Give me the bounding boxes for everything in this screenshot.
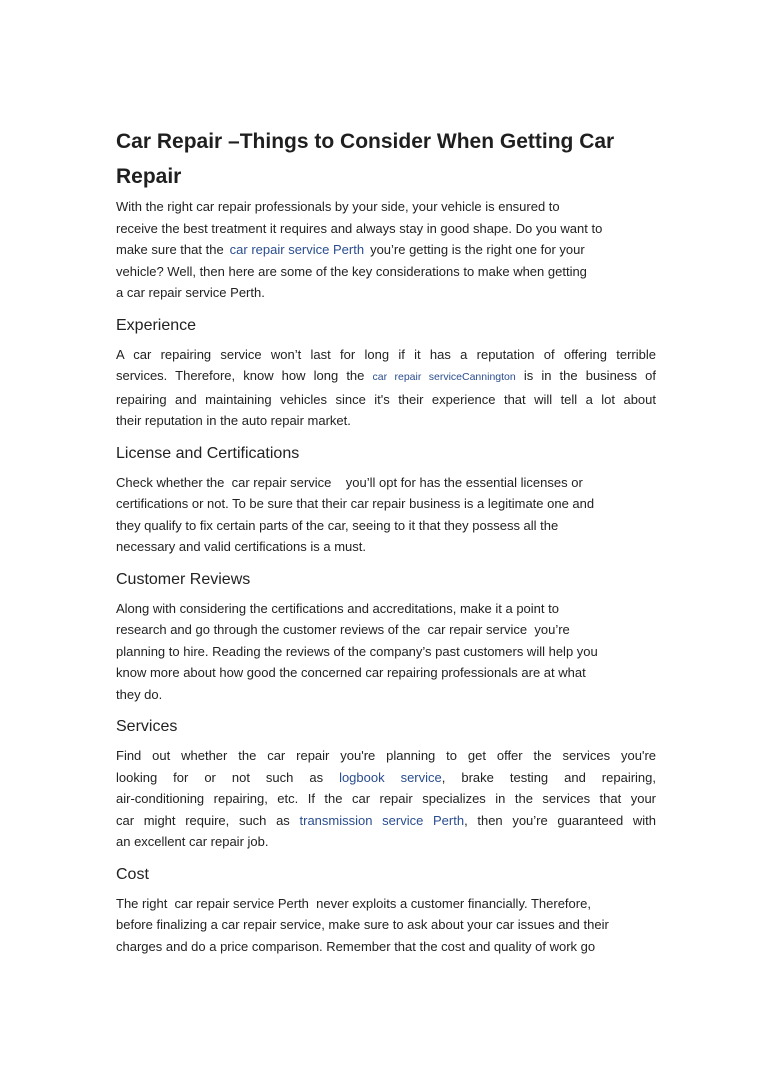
text-line: necessary and valid certifications is a must. — [116, 539, 366, 554]
heading-cost: Cost — [116, 865, 149, 883]
text-line: A car repairing service won’t last for long if it has a reputation of offering terrible — [116, 346, 656, 362]
text-fragment: , then you’re guaranteed with — [464, 812, 656, 828]
text-line: know more about how good the concerned car repairing professionals are at what — [116, 665, 586, 680]
text-line: they do. — [116, 686, 163, 702]
link-car-repair-service-cannington[interactable]: car repair serviceCannington — [372, 371, 516, 383]
text-line: they qualify to fix certain parts of the car, seeing to it that they possess all the — [116, 517, 559, 533]
link-transmission-service-perth[interactable]: transmission service Perth — [299, 812, 465, 828]
heading-license-certifications: License and Certifications — [116, 444, 300, 462]
text-line: repairing and maintaining vehicles since it's their experience that will tell a lot about — [116, 391, 656, 407]
text-line: receive the best treatment it requires and always stay in good shape. Do you want to — [116, 220, 603, 236]
text-line: an excellent car repair job. — [116, 834, 269, 849]
text-line: charges and do a price comparison. Remember that the cost and quality of work go — [116, 938, 596, 954]
text-line: a car repair service Perth. — [116, 285, 265, 300]
link-car-repair-service-perth[interactable]: car repair service Perth — [229, 242, 365, 257]
text-fragment: services. Therefore, know how long the — [116, 368, 365, 383]
text-line: Along with considering the certifications and accreditations, make it a point to — [116, 600, 559, 616]
text-fragment: is in the business of — [523, 368, 656, 383]
text-fragment: you’re getting is the right one for your — [370, 242, 585, 257]
link-logbook-service[interactable]: logbook service — [339, 769, 442, 785]
text-line: their reputation in the auto repair market. — [116, 413, 351, 428]
text-line — [116, 239, 656, 261]
title-line-2: Repair — [116, 165, 182, 188]
title-line-1: Car Repair –Things to Consider When Getting Car — [116, 130, 615, 153]
heading-services: Services — [116, 718, 178, 735]
text-line: vehicle? Well, then here are some of the key considerations to make when getting — [116, 263, 587, 279]
text-fragment: looking for or not such as — [116, 769, 324, 785]
text-line — [116, 810, 656, 832]
text-line — [116, 767, 656, 789]
experience-paragraph — [116, 344, 656, 432]
cost-paragraph — [116, 893, 656, 958]
text-line: certifications or not. To be sure that their car repair business is a legitimate one and — [116, 496, 595, 511]
text-line: The right car repair service Perth never exploits a customer financially. Therefore, — [116, 895, 591, 911]
license-paragraph — [116, 472, 656, 558]
text-line: Find out whether the car repair you're planning to get offer the services you're — [116, 748, 656, 763]
text-line: With the right car repair professionals by your side, your vehicle is ensured to — [116, 199, 560, 214]
page-title — [116, 122, 656, 196]
document-content — [116, 122, 656, 957]
reviews-paragraph — [116, 598, 656, 706]
text-line: planning to hire. Reading the reviews of the company’s past customers will help you — [116, 643, 598, 659]
text-fragment: make sure that the — [116, 242, 224, 257]
heading-experience: Experience — [116, 316, 197, 334]
text-fragment: car might require, such as — [116, 812, 290, 828]
services-paragraph — [116, 745, 656, 853]
text-fragment: , brake testing and repairing, — [441, 769, 656, 785]
text-line: research and go through the customer reviews of the car repair service you’re — [116, 622, 570, 637]
intro-paragraph — [116, 196, 656, 304]
text-line: Check whether the car repair service you’ll opt for has the essential licenses or — [116, 474, 583, 490]
text-line: air-conditioning repairing, etc. If the car repair specializes in the services that your — [116, 791, 656, 806]
text-line: before finalizing a car repair service, make sure to ask about your car issues and their — [116, 917, 609, 932]
heading-customer-reviews: Customer Reviews — [116, 570, 251, 588]
text-line — [116, 365, 656, 389]
